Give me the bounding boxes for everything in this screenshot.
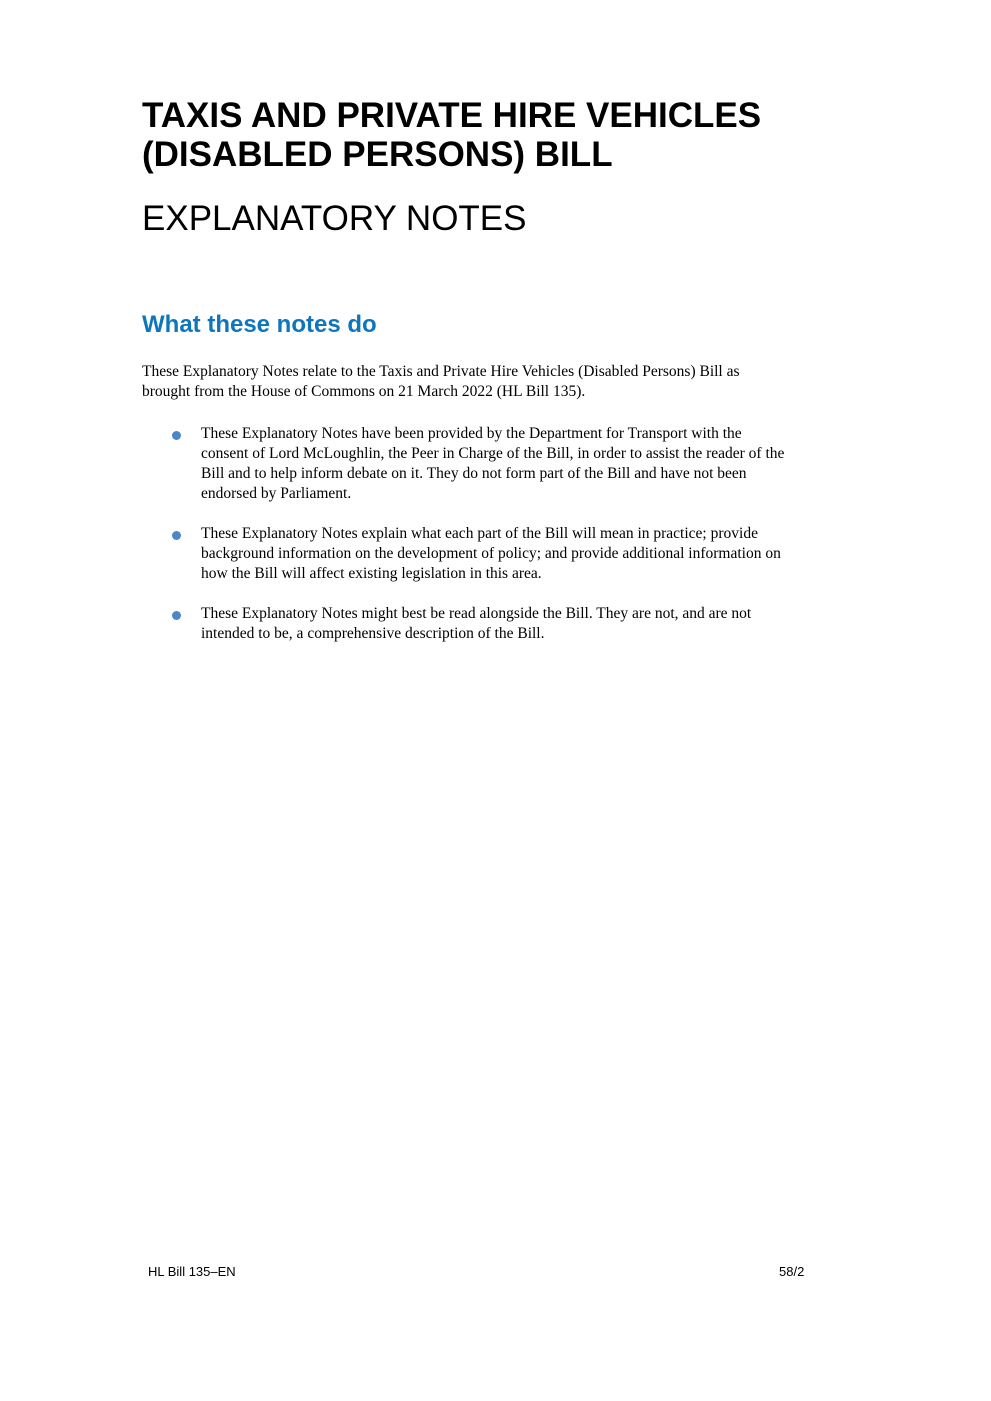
footer-bill-reference: HL Bill 135–EN xyxy=(148,1264,236,1279)
document-subtitle: EXPLANATORY NOTES xyxy=(142,199,527,238)
notes-bullet-list xyxy=(142,424,912,664)
bullet-1-line-3: Bill and to help inform debate on it. They do not form part of the Bill and have not been xyxy=(201,465,747,482)
bullet-dot-icon xyxy=(172,431,181,440)
intro-paragraph xyxy=(142,362,872,402)
bullet-1-line-4: endorsed by Parliament. xyxy=(201,485,352,502)
bullet-dot-icon xyxy=(172,531,181,540)
intro-line-2: brought from the House of Commons on 21 March 2022 (HL Bill 135). xyxy=(142,383,586,400)
document-title-line-1: TAXIS AND PRIVATE HIRE VEHICLES xyxy=(142,96,762,135)
section-heading: What these notes do xyxy=(142,311,377,338)
intro-line-1: These Explanatory Notes relate to the Taxis and Private Hire Vehicles (Disabled Persons) Bill as xyxy=(142,363,740,380)
bullet-2-line-1: These Explanatory Notes explain what each part of the Bill will mean in practice; provide xyxy=(201,525,758,542)
bullet-dot-icon xyxy=(172,611,181,620)
bullet-2-line-3: how the Bill will affect existing legislation in this area. xyxy=(201,565,542,582)
bullet-1-line-2: consent of Lord McLoughlin, the Peer in Charge of the Bill, in order to assist the reader of the xyxy=(201,445,785,462)
footer-page-code: 58/2 xyxy=(779,1264,805,1279)
bullet-1-line-1: These Explanatory Notes have been provided by the Department for Transport with the xyxy=(201,425,742,442)
bullet-3-line-1: These Explanatory Notes might best be read alongside the Bill. They are not, and are not xyxy=(201,605,752,622)
bullet-3-line-2: intended to be, a comprehensive description of the Bill. xyxy=(201,625,545,642)
document-title xyxy=(142,96,902,174)
bullet-item xyxy=(142,604,912,644)
bullet-2-line-2: background information on the development of policy; and provide additional information on xyxy=(201,545,781,562)
bullet-item xyxy=(142,524,912,584)
bullet-item xyxy=(142,424,912,504)
document-title-line-2: (DISABLED PERSONS) BILL xyxy=(142,135,613,174)
